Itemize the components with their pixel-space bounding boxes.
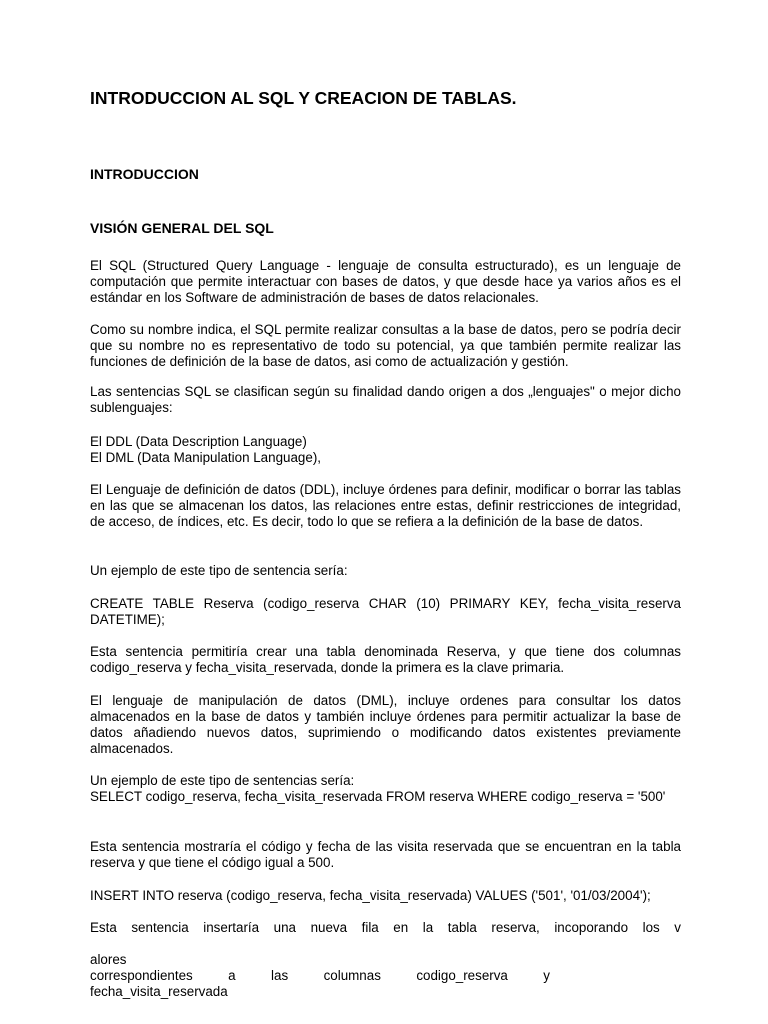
insert-explanation-line-3: correspondientes a las columnas codigo_reserva y [90,968,550,983]
paragraph-create-explanation: Esta sentencia permitiría crear una tabla denominada Reserva, y que tiene dos columnas codigo_reserva y fecha_visita_reservada, donde la primera es la clave primaria. [90,644,681,675]
paragraph-sql-definition: El SQL (Structured Query Language - lenguaje de consulta estructurado), es un lenguaje de computación que permite interactuar con bases de datos, y que desde hace ya varios años es el estándar en los Software de administración de bases de datos relacionales. [90,258,681,305]
insert-explanation-line-2: alores [90,952,127,967]
paragraph-clasificacion: Las sentencias SQL se clasifican según su finalidad dando origen a dos „lenguajes" o mejor dicho sublenguajes: [90,384,681,415]
dml-line: El DML (Data Manipulation Language), [90,450,321,465]
paragraph-insert-explanation [90,920,681,1000]
code-select: SELECT codigo_reserva, fecha_visita_reservada FROM reserva WHERE codigo_reserva = '500' [90,789,666,804]
insert-explanation-line-1: Esta sentencia insertaría una nueva fila en la tabla reserva, incoporando los v [90,920,681,935]
paragraph-dml-description: El lenguaje de manipulación de datos (DML), incluye ordenes para consultar los datos almacenados en la base de datos y también incluye órdenes para permitir actualizar la base de datos añadiendo nuevos datos, suprimiendo o modificando datos existentes previamente almacenados. [90,693,681,756]
paragraph-ddl-description: El Lenguaje de definición de datos (DDL), incluye órdenes para definir, modificar o borrar las tablas en las que se almacenan los datos, las relaciones entre estas, definir restricciones de integridad, de acceso, de índices, etc. Es decir, todo lo que se refiera a la definición de la base de datos. [90,482,681,529]
insert-explanation-line-4: fecha_visita_reservada [90,984,228,999]
heading-vision-general: VISIÓN GENERAL DEL SQL [90,220,274,236]
paragraph-select-explanation: Esta sentencia mostraría el código y fecha de las visita reservada que se encuentran en la tabla reserva y que tiene el código igual a 500. [90,839,681,870]
heading-introduccion: INTRODUCCION [90,166,199,182]
document-title: INTRODUCCION AL SQL Y CREACION DE TABLAS. [90,88,517,108]
code-insert: INSERT INTO reserva (codigo_reserva, fecha_visita_reservada) VALUES ('501', '01/03/2004'); [90,888,651,903]
paragraph-ejemplo-dml: Un ejemplo de este tipo de sentencias sería: [90,773,355,788]
paragraph-sql-nombre: Como su nombre indica, el SQL permite realizar consultas a la base de datos, pero se podría decir que su nombre no es representativo de todo su potencial, ya que también permite realizar las funciones de definición de la base de datos, asi como de actualización y gestión. [90,322,681,369]
paragraph-ejemplo-ddl: Un ejemplo de este tipo de sentencia sería: [90,563,348,578]
ddl-line: El DDL (Data Description Language) [90,434,307,449]
code-create-table: CREATE TABLE Reserva (codigo_reserva CHAR (10) PRIMARY KEY, fecha_visita_reserva DATETIME); [90,596,681,627]
